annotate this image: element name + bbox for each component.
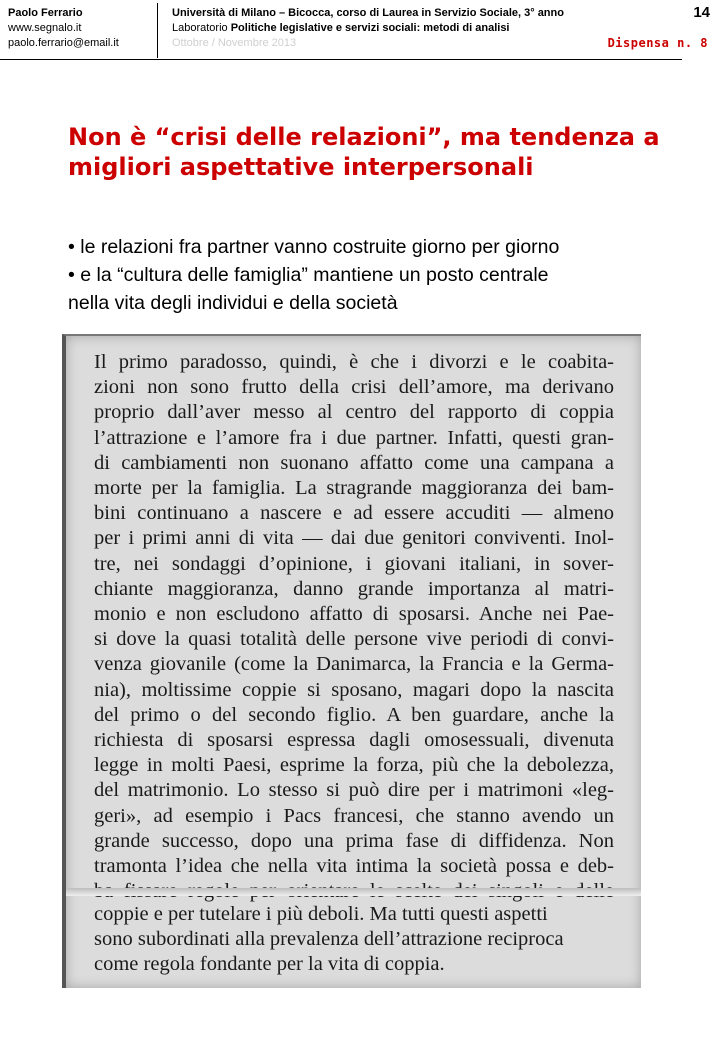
course-dates: Ottobre / Novembre 2013 (172, 37, 297, 49)
clipping-line: grande successo, dopo una prima fase di diffidenza. Non (94, 829, 614, 852)
bullet-2-continuation: nella vita degli individui e della società (68, 292, 398, 314)
dispensa-label: Dispensa n. 8 (607, 36, 708, 50)
clipping-line: zioni non sono frutto della crisi dell’amore, ma derivano (94, 376, 614, 399)
course-line-2 (172, 21, 672, 36)
clipping-line: tramonta l’idea che nella vita intima la società possa e deb- (94, 855, 614, 878)
clipping-line: bini continuano a nascere e ad essere accuditi — almeno (94, 502, 614, 525)
page-number: 14 (693, 4, 710, 21)
bullet-1: • le relazioni fra partner vanno costruite giorno per giorno (68, 236, 560, 258)
clipping-line: del primo o del secondo figlio. A ben guardare, anche la (94, 703, 614, 726)
author-name: Paolo Ferrario (8, 7, 83, 19)
course-line-2-prefix: Laboratorio (172, 22, 231, 34)
bullet-2: • e la “cultura delle famiglia” mantiene un posto centrale (68, 264, 549, 286)
clipping-line: chiante maggioranza, danno grande importanza al matri- (94, 577, 614, 600)
clipping-line: del matrimonio. Lo stesso si può dire per i matrimoni «leg- (94, 779, 614, 802)
clipping-tail-line: come regola fondante per la vita di coppia. (94, 953, 445, 975)
clipping-fold (66, 888, 641, 896)
clipping-line: richiesta di sposarsi espressa dagli omosessuali, divenuta (94, 729, 614, 752)
slide-title (68, 122, 688, 182)
header-rule (0, 59, 682, 60)
clipping-tail (94, 902, 614, 977)
clipping-line: geri», ad esempio i Pacs francesi, che stanno avendo un (94, 804, 614, 827)
clipping-text (94, 350, 614, 904)
clipping-tail-line: sono subordinati alla prevalenza dell’attrazione reciproca (94, 928, 564, 950)
clipping-line: di cambiamenti non suonano affatto come una campana a (94, 451, 614, 474)
title-line-2: migliori aspettative interpersonali (68, 153, 534, 181)
course-info (172, 6, 672, 51)
clipping-line: nia), moltissime coppie si sposano, magari dopo la nascita (94, 678, 614, 701)
clipping-line: morte per la famiglia. La stragrande maggioranza dei bam- (94, 477, 614, 500)
page-header (0, 0, 720, 60)
clipping-line: tre, nei sondaggi d’opinione, i giovani italiani, in sover- (94, 552, 614, 575)
clipping-line: monio e non escludono affatto di sposarsi. Anche nei Pae- (94, 603, 614, 626)
clipping-line: l’attrazione e l’amore fra i due partner. Infatti, questi gran- (94, 426, 614, 449)
title-line-1: Non è “crisi delle relazioni”, ma tendenza a (68, 123, 660, 151)
author-website[interactable]: www.segnalo.it (8, 22, 82, 34)
author-block (8, 6, 119, 51)
clipping-line: legge in molti Paesi, esprime la forza, più che la debolezza, (94, 754, 614, 777)
clipping-line: per i primi anni di vita — dai due genitori conviventi. Inol- (94, 527, 614, 550)
newspaper-clipping (62, 334, 641, 988)
clipping-line: venza giovanile (come la Danimarca, la Francia e la Germa- (94, 653, 614, 676)
course-line-2-title: Politiche legislative e servizi sociali: metodi di analisi (230, 22, 510, 34)
clipping-line: Il primo paradosso, quindi, è che i divorzi e le coabita- (94, 351, 614, 373)
author-email[interactable]: paolo.ferrario@email.it (8, 37, 119, 49)
header-divider (157, 3, 158, 58)
clipping-tail-line: coppie e per tutelare i più deboli. Ma tutti questi aspetti (94, 903, 548, 925)
clipping-line: si dove la quasi totalità delle persone vive periodi di convi- (94, 628, 614, 651)
course-line-1: Università di Milano – Bicocca, corso di Laurea in Servizio Sociale, 3° anno (172, 7, 564, 19)
bullet-list (68, 233, 708, 317)
clipping-line: proprio dall’aver messo al centro del rapporto di coppia (94, 401, 614, 424)
